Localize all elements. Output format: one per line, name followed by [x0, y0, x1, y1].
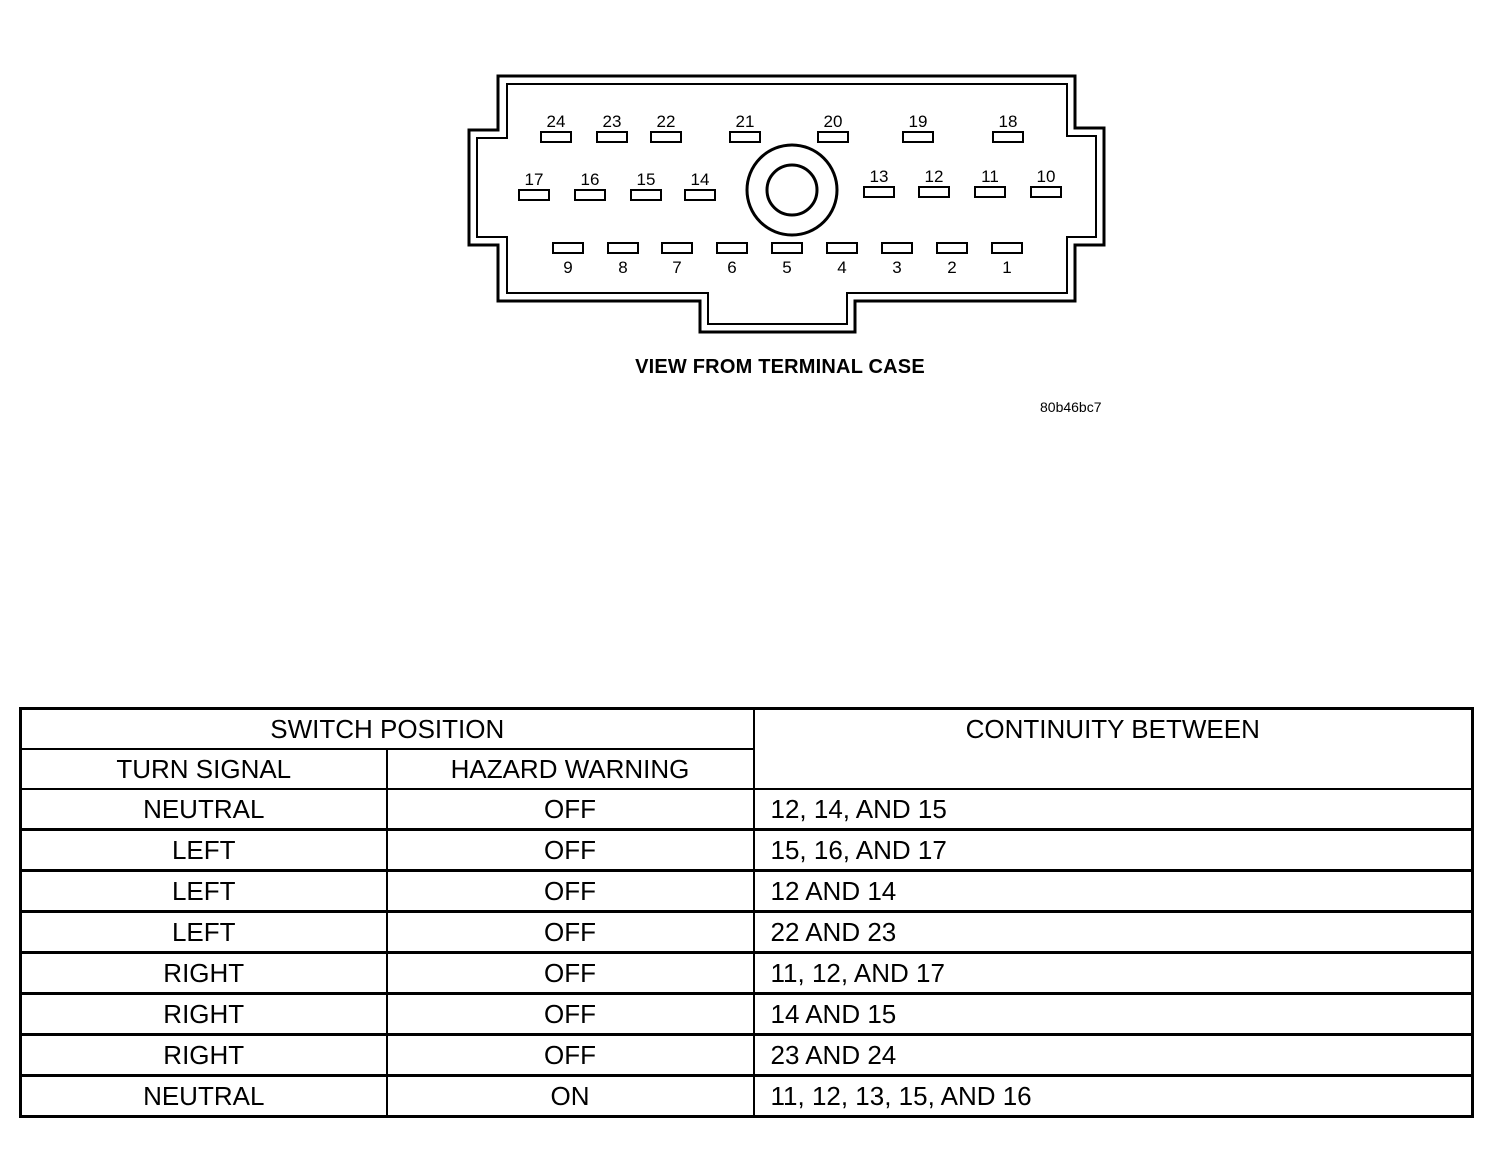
pin-number-label: 21 [735, 112, 755, 131]
pin-number-label: 4 [837, 258, 847, 277]
table-row [21, 871, 1473, 912]
hazard-warning-cell: OFF [387, 994, 754, 1035]
table-row [21, 1076, 1473, 1117]
alignment-post-inner [767, 165, 817, 215]
table-row [21, 789, 1473, 830]
pin-slot [651, 132, 681, 142]
pin-number-label: 9 [563, 258, 573, 277]
pin-slot [993, 132, 1023, 142]
pin-slot [631, 190, 661, 200]
pin-number-label: 13 [869, 167, 889, 186]
pin-slot [608, 243, 638, 253]
turn-signal-cell: RIGHT [21, 994, 387, 1035]
hazard-warning-cell: OFF [387, 1035, 754, 1076]
table-header-row [21, 709, 1473, 750]
continuity-cell: 12 AND 14 [754, 871, 1473, 912]
continuity-cell: 11, 12, 13, 15, AND 16 [754, 1076, 1473, 1117]
pin-number-label: 6 [727, 258, 737, 277]
pin-number-label: 17 [524, 170, 544, 189]
hazard-warning-cell: OFF [387, 912, 754, 953]
hazard-warning-cell: OFF [387, 830, 754, 871]
hazard-warning-cell: OFF [387, 871, 754, 912]
alignment-post-outer [747, 145, 837, 235]
pin-number-label: 22 [656, 112, 676, 131]
pin-slot [827, 243, 857, 253]
pin-number-label: 23 [602, 112, 622, 131]
pin-slot [903, 132, 933, 142]
pin-number-label: 15 [636, 170, 656, 189]
continuity-cell: 22 AND 23 [754, 912, 1473, 953]
pin-slot [937, 243, 967, 253]
pin-slot [597, 132, 627, 142]
turn-signal-cell: NEUTRAL [21, 1076, 387, 1117]
pin-number-label: 5 [782, 258, 792, 277]
table-row [21, 994, 1473, 1035]
pin-number-label: 16 [580, 170, 600, 189]
turn-signal-cell: LEFT [21, 871, 387, 912]
pin-number-label: 14 [690, 170, 710, 189]
table-row [21, 912, 1473, 953]
pin-number-label: 7 [672, 258, 682, 277]
continuity-cell: 23 AND 24 [754, 1035, 1473, 1076]
pin-number-label: 8 [618, 258, 628, 277]
pin-number-label: 24 [546, 112, 566, 131]
pin-slot [992, 243, 1022, 253]
subheader-hazard-warning: HAZARD WARNING [387, 749, 754, 789]
continuity-cell: 11, 12, AND 17 [754, 953, 1473, 994]
pin-slot [772, 243, 802, 253]
turn-signal-cell: RIGHT [21, 953, 387, 994]
turn-signal-cell: RIGHT [21, 1035, 387, 1076]
pin-slot [818, 132, 848, 142]
table-row [21, 953, 1473, 994]
pin-number-label: 2 [947, 258, 957, 277]
continuity-cell: 12, 14, AND 15 [754, 789, 1473, 830]
pin-slot [730, 132, 760, 142]
pin-slot [519, 190, 549, 200]
hazard-warning-cell: OFF [387, 953, 754, 994]
pin-slot [553, 243, 583, 253]
table-row [21, 830, 1473, 871]
figure-code: 80b46bc7 [1040, 399, 1102, 415]
hazard-warning-cell: OFF [387, 789, 754, 830]
pin-slot [882, 243, 912, 253]
header-switch-position: SWITCH POSITION [21, 709, 754, 750]
pin-number-label: 3 [892, 258, 902, 277]
pin-number-label: 12 [924, 167, 944, 186]
continuity-cell: 15, 16, AND 17 [754, 830, 1473, 871]
hazard-warning-cell: ON [387, 1076, 754, 1117]
continuity-cell: 14 AND 15 [754, 994, 1473, 1035]
pin-slot [717, 243, 747, 253]
pin-slot [919, 187, 949, 197]
pin-number-label: 11 [981, 167, 999, 186]
pin-number-label: 18 [998, 112, 1018, 131]
pin-slot [685, 190, 715, 200]
pin-slot [575, 190, 605, 200]
turn-signal-cell: NEUTRAL [21, 789, 387, 830]
pin-number-label: 10 [1036, 167, 1056, 186]
pin-slot [975, 187, 1005, 197]
pin-slot [662, 243, 692, 253]
table-row [21, 1035, 1473, 1076]
diagram-caption: VIEW FROM TERMINAL CASE [635, 356, 925, 378]
pin-slot [541, 132, 571, 142]
pins-layer [519, 112, 1061, 277]
pin-number-label: 20 [823, 112, 843, 131]
pin-slot [1031, 187, 1061, 197]
pin-number-label: 1 [1002, 258, 1012, 277]
turn-signal-cell: LEFT [21, 912, 387, 953]
pin-slot [864, 187, 894, 197]
header-continuity-between: CONTINUITY BETWEEN [754, 709, 1473, 790]
turn-signal-cell: LEFT [21, 830, 387, 871]
continuity-table [19, 707, 1474, 1118]
pin-number-label: 19 [908, 112, 928, 131]
subheader-turn-signal: TURN SIGNAL [21, 749, 387, 789]
